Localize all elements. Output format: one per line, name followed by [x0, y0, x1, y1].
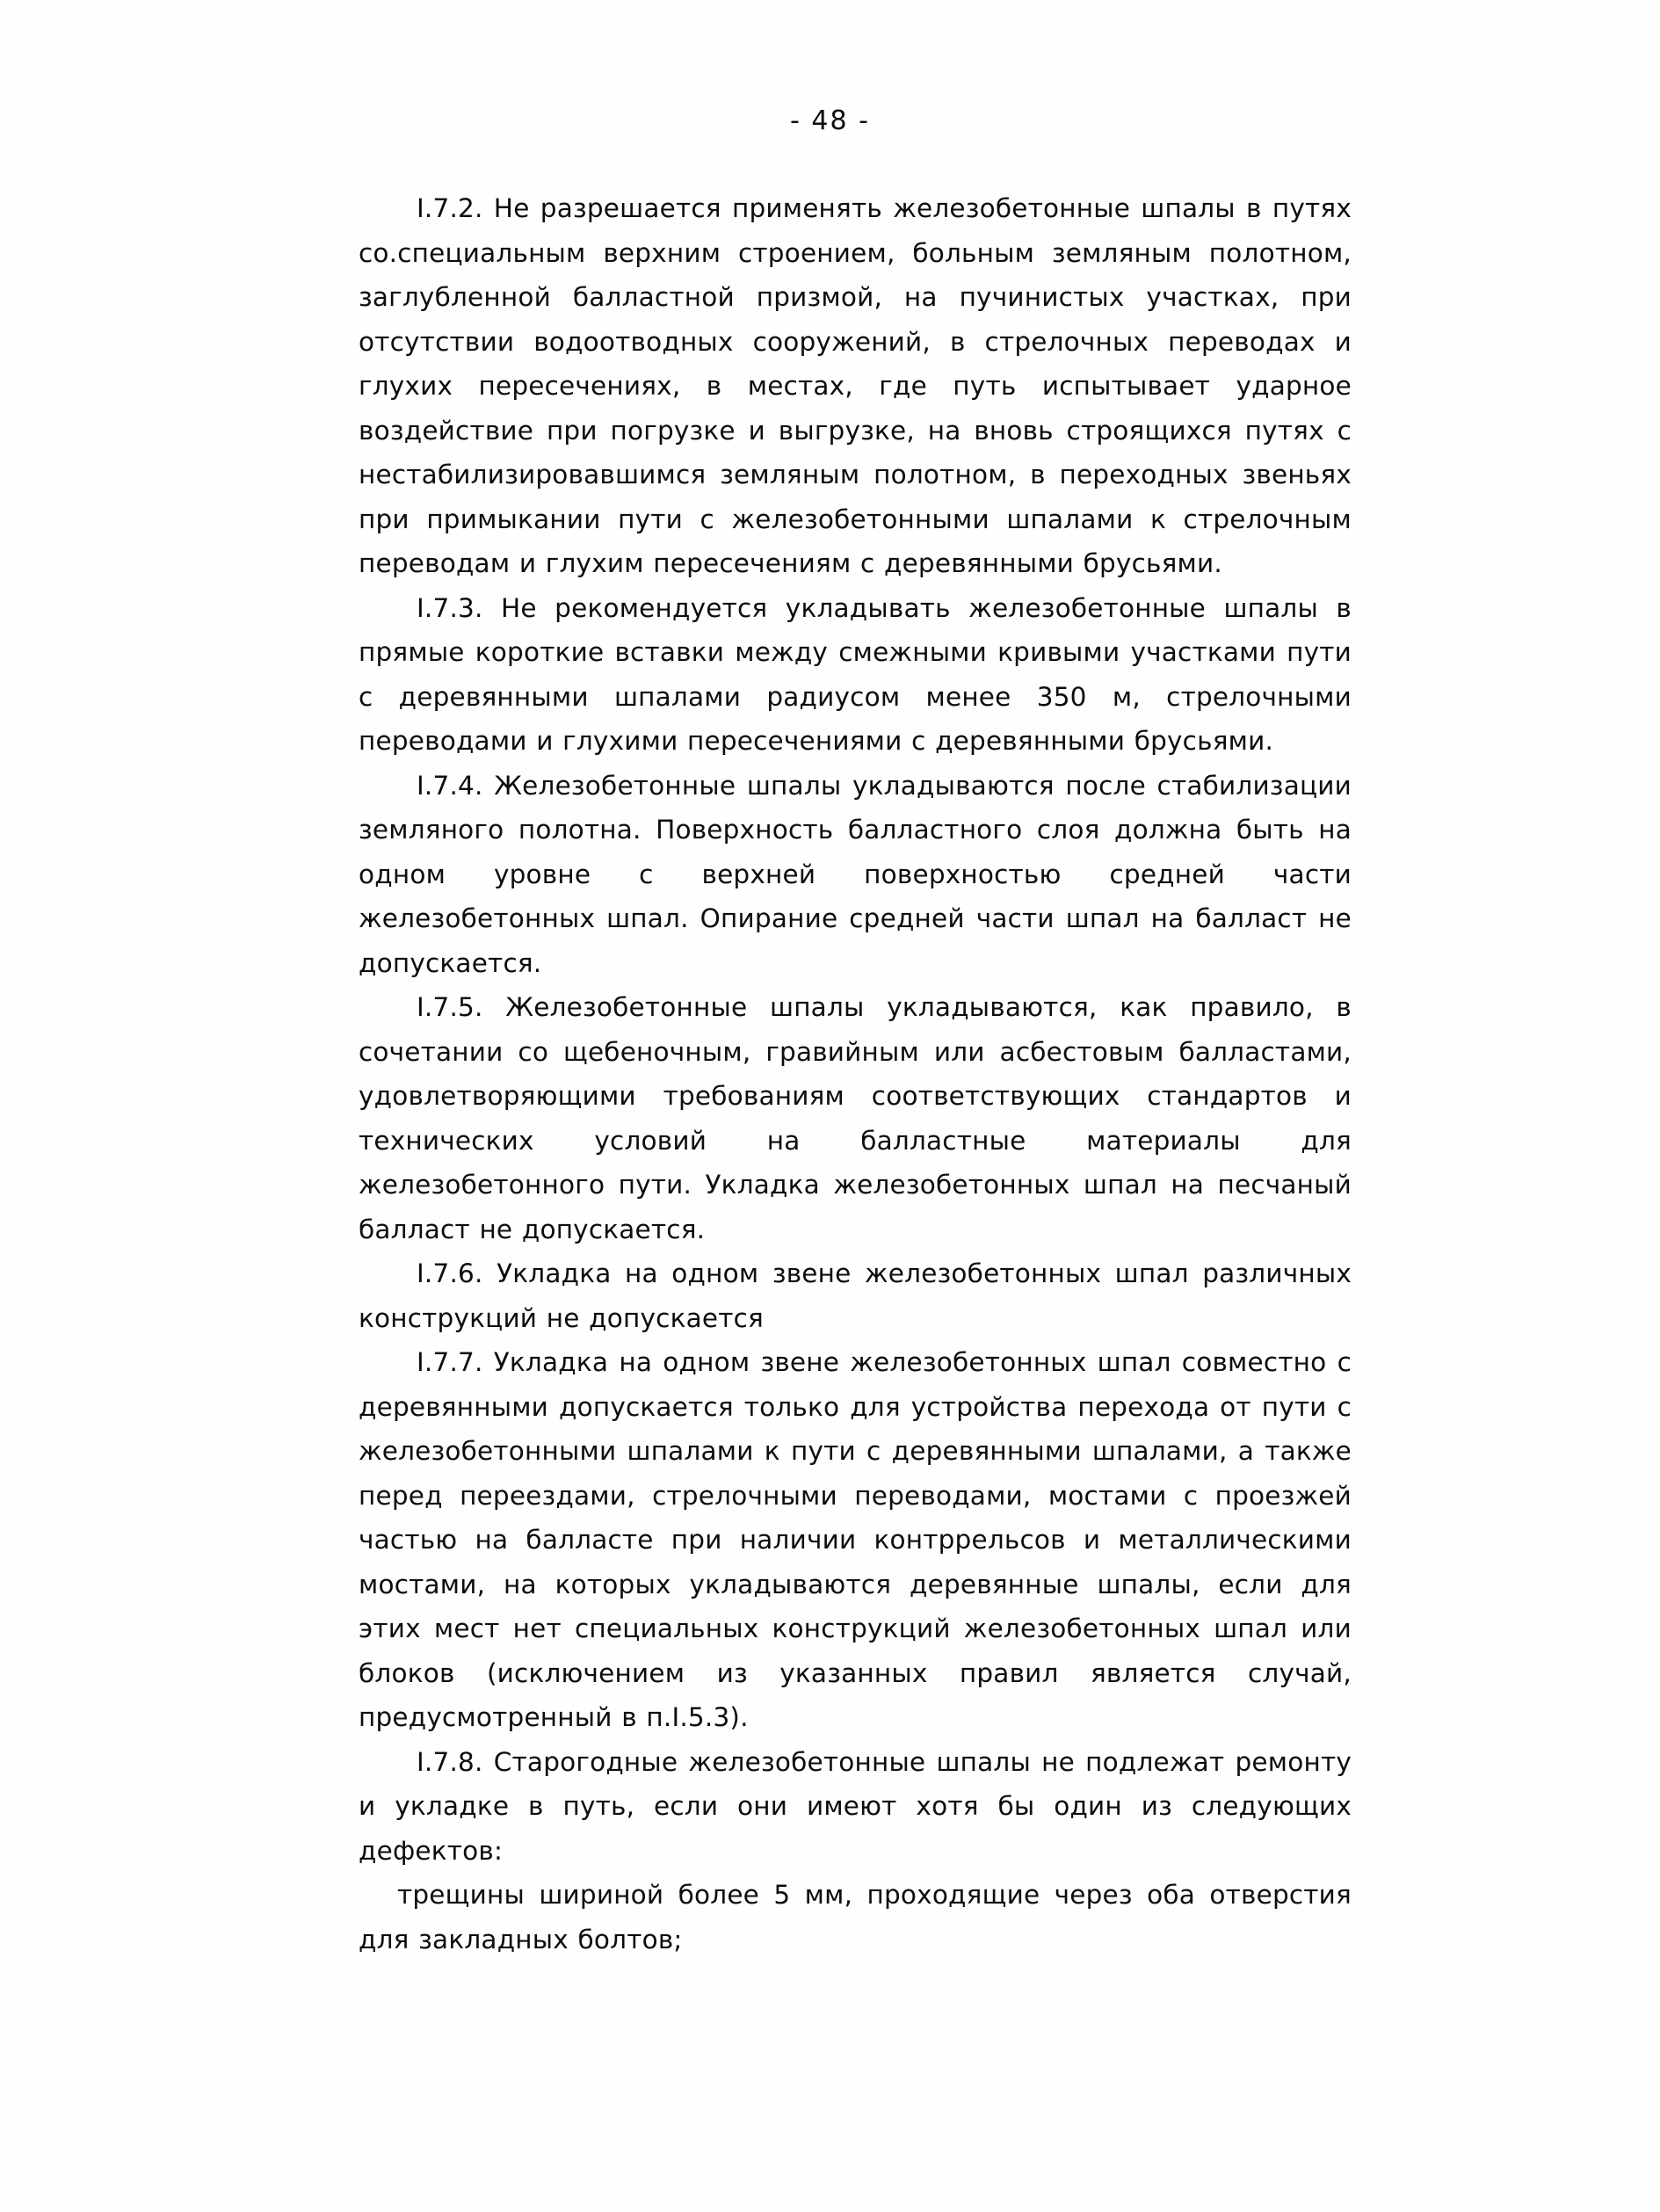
paragraph-1-7-8: I.7.8. Старогодные железобетонные шпалы не подлежат ремонту и укладке в путь, если они имеют хотя бы один из следующих дефектов: — [359, 1746, 1352, 1866]
paragraph-1-7-2: I.7.2. Не разрешается применять железобетонные шпалы в путях со.специальным верхним строением, больным земляным полотном, заглубленной балластной призмой, на пучинистых участках, при отсутствии водоотводных сооружений, в стрелочных переводах и глухих пересечениях, в местах, где путь испытывает ударное воздействие при погрузке и выгрузке, на вновь строящихся путях с нестабилизировавшимся земляным полотном, в переходных звеньях при примыкании пути с железобетонными шпалами к стрелочным переводам и глухим пересечениям с деревянными брусьями. — [359, 193, 1352, 578]
page-number: - 48 - — [790, 105, 870, 136]
paragraph-1-7-5: I.7.5. Железобетонные шпалы укладываются, как правило, в сочетании со щебеночным, гравийным или асбестовым балластами, удовлетворяющими требованиям соответствующих стандартов и технических условий на балластные материалы для железобетонного пути. Укладка железобетонных шпал на песчаный балласт не допускается. — [359, 992, 1352, 1244]
paragraph-1-7-6: I.7.6. Укладка на одном звене железобетонных шпал различных конструкций не допускается — [359, 1258, 1352, 1333]
paragraph-defect-item-1: трещины шириной более 5 мм, проходящие через оба отверстия для закладных болтов; — [359, 1880, 1352, 1955]
paragraph-1-7-4: I.7.4. Железобетонные шпалы укладываются после стабилизации земляного полотна. Поверхность балластного слоя должна быть на одном уровне с верхней поверхностью средней части железобетонных шпал. Опирание средней части шпал на балласт не допускается. — [359, 770, 1352, 978]
page-body-text — [359, 186, 1352, 1962]
paragraph-1-7-3: I.7.3. Не рекомендуется укладывать железобетонные шпалы в прямые короткие вставки между смежными кривыми участками пути с деревянными шпалами радиусом менее 350 м, стрелочными переводами и глухими пересечениями с деревянными брусьями. — [359, 592, 1352, 756]
paragraph-1-7-7: I.7.7. Укладка на одном звене железобетонных шпал совместно с деревянными допускается только для устройства перехода от пути с железобетонными шпалами к пути с деревянными шпалами, а также перед переездами, стрелочными переводами, мостами с проезжей частью на балласте при наличии контррельсов и металлическими мостами, на которых укладываются деревянные шпалы, если для этих мест нет специальных конструкций железобетонных шпал или блоков (исключением из указанных правил является случай, предусмотренный в п.I.5.3). — [359, 1347, 1352, 1732]
